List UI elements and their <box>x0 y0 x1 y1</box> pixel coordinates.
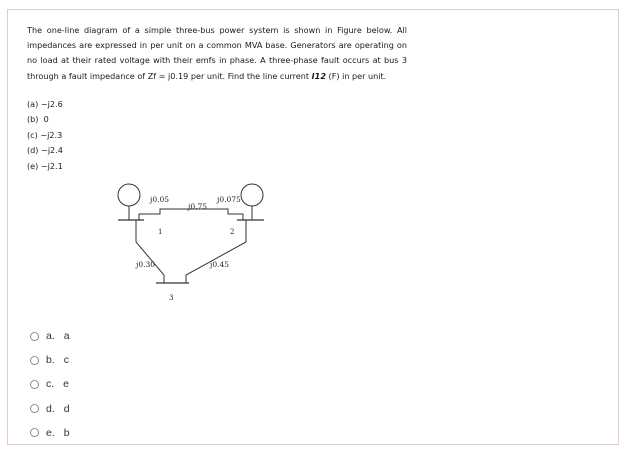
question-paragraph-end: (F) in per unit. <box>328 70 387 81</box>
gen1-impedance-label: j0.05 <box>150 195 170 204</box>
answer-option-a[interactable]: a. a <box>30 324 70 348</box>
question-card <box>7 9 619 445</box>
current-symbol: I12 <box>311 70 326 81</box>
generator-1-icon <box>118 184 140 206</box>
option-line: (a) −j2.6 <box>27 99 63 109</box>
bus-3-label: 3 <box>169 294 174 300</box>
gen2-impedance-label: j0.075 <box>217 195 241 204</box>
generator-2-icon <box>241 184 263 206</box>
line23-impedance-label: j0.45 <box>210 260 230 269</box>
option-line: (b) 0 <box>27 114 49 125</box>
answer-option-d[interactable]: d. d <box>30 397 70 421</box>
option-list <box>27 97 63 174</box>
bus-1-label: 1 <box>158 228 163 236</box>
answer-choices <box>30 324 70 445</box>
bus-2-label: 2 <box>230 228 235 236</box>
line-2-3 <box>186 220 246 283</box>
radio-button[interactable] <box>30 404 39 413</box>
option-line: (c) −j2.3 <box>27 129 63 140</box>
line12-impedance-label: j0.75 <box>188 202 208 211</box>
question-text <box>27 23 407 84</box>
answer-option-e[interactable]: e. b <box>30 421 70 445</box>
radio-button[interactable] <box>30 356 39 365</box>
answer-option-c[interactable]: c. e <box>30 372 70 396</box>
radio-button[interactable] <box>30 428 39 437</box>
question-paragraph: The one-line diagram of a simple three-bus power system is shown in Figure below. All impedances are expressed in per unit on a common MVA base. Generators are operating on no load at their rated voltage with their emfs in phase. A three-phase fault occurs at bus 3 through a fault impedance of Zf = j0.19 per unit. Find the line current <box>27 25 407 81</box>
option-line: (e) −j2.1 <box>27 160 63 171</box>
power-system-diagram <box>116 182 276 300</box>
radio-button[interactable] <box>30 380 39 389</box>
radio-button[interactable] <box>30 332 39 341</box>
answer-option-b[interactable]: b. c <box>30 348 70 372</box>
line13-impedance-label: j0.30 <box>136 260 156 269</box>
option-line: (d) −j2.4 <box>27 145 63 156</box>
